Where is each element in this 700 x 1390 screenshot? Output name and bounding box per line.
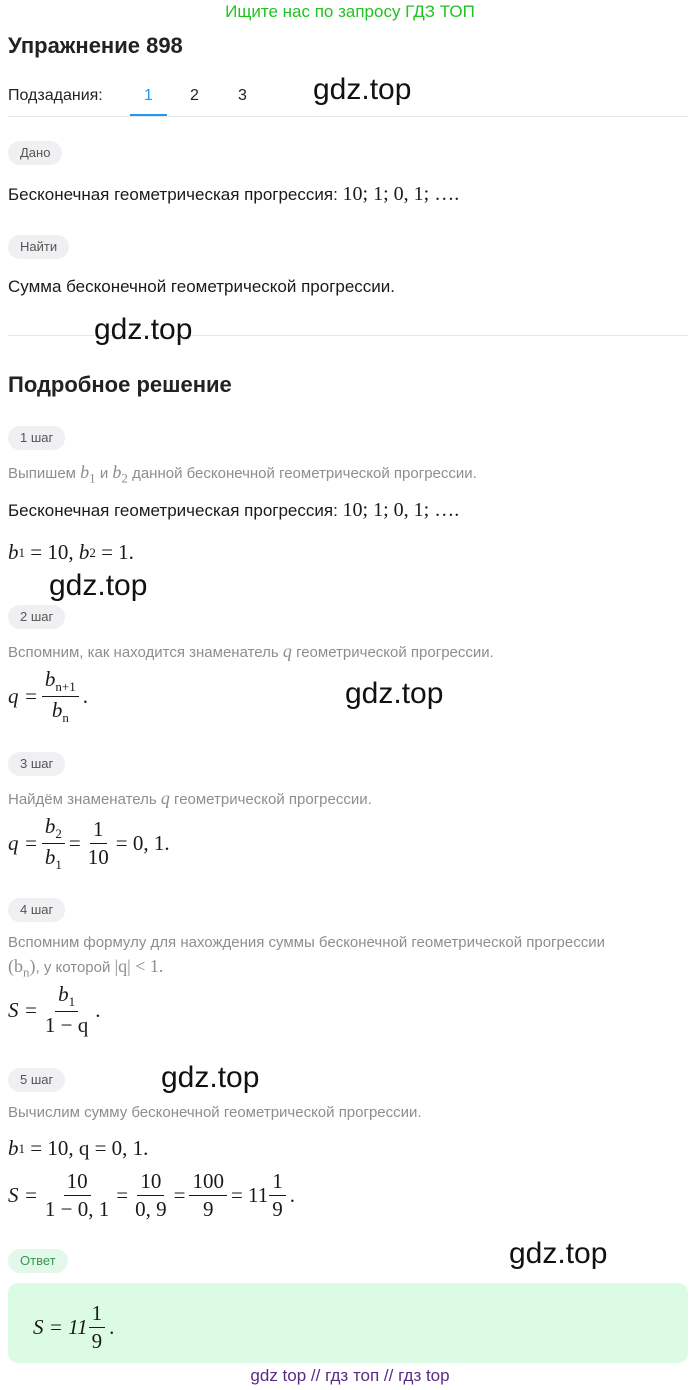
step-5-formula: S = $\frac{10}{1 - 0, 1}$ = $\frac{10}{0, 9}$ = $\frac{100}{9}$ = 11 $\frac{1}{9}$ . — [8, 1169, 296, 1222]
divider — [8, 116, 688, 117]
watermark: gdz.top — [313, 73, 412, 106]
subtask-tab-3[interactable]: 3 — [238, 87, 247, 104]
footer-links[interactable]: gdz top // гдз топ // гдз top — [250, 1366, 450, 1385]
find-text: Сумма бесконечной геометрической прогрессии. — [8, 277, 396, 296]
given-chip: Дано — [8, 141, 62, 165]
given-label: Бесконечная геометрическая прогрессия: — [8, 185, 338, 204]
step-4-formula: S = $\frac{b_1}{1 - q}$ . — [8, 982, 101, 1038]
step-4-note-line-1: Вспомним формулу для нахождения суммы бесконечной геометрической прогрессии — [8, 934, 605, 951]
solution-title: Подробное решение — [8, 372, 232, 397]
step-chip-3: 3 шаг — [8, 752, 65, 776]
step-4-note-line-2: $(b_n)$, у которой |q| < 1. — [8, 956, 164, 980]
find-chip: Найти — [8, 235, 69, 259]
step-3-formula: q = $\frac{b_2}{b_1}$ = $\frac{1}{10}$ = 0, 1. — [8, 814, 170, 873]
step-chip-1: 1 шаг — [8, 426, 65, 450]
step-chip-5: 5 шаг — [8, 1068, 65, 1092]
step-2-note: Вспомним, как находится знаменатель q геометрической прогрессии. — [8, 641, 494, 661]
search-banner: Ищите нас по запросу ГДЗ ТОП — [225, 2, 475, 21]
step-chip-2: 2 шаг — [8, 605, 65, 629]
answer-chip: Ответ — [8, 1249, 68, 1273]
answer-formula: S = 11 $\frac{1}{9}$ . — [33, 1301, 115, 1354]
given-sequence: 10; 1; 0, 1; …. — [342, 183, 460, 205]
step-chip-4: 4 шаг — [8, 898, 65, 922]
watermark: gdz.top — [94, 313, 193, 346]
step-5-note: Вычислим сумму бесконечной геометрической прогрессии. — [8, 1104, 422, 1121]
watermark: gdz.top — [509, 1237, 608, 1270]
watermark: gdz.top — [345, 677, 444, 710]
page-title: Упражнение 898 — [8, 33, 183, 58]
watermark: gdz.top — [161, 1061, 260, 1094]
subtasks-label: Подзадания: — [8, 87, 103, 104]
watermark: gdz.top — [49, 569, 148, 602]
subtask-tab-1[interactable]: 1 — [144, 87, 153, 104]
given-text — [8, 183, 459, 206]
step-1-formula: b 1 = 10, b 2 = 1. — [8, 540, 134, 564]
step-1-note: Выпишем $b_1$ и $b_2$ данной бесконечной геометрической прогрессии. — [8, 462, 477, 486]
step-5-given: b 1 = 10, q = 0, 1. — [8, 1136, 149, 1160]
step-3-note: Найдём знаменатель q геометрической прогрессии. — [8, 788, 372, 808]
step-1-text: Бесконечная геометрическая прогрессия: 10; 1; 0, 1; …. — [8, 499, 460, 521]
step-2-formula: q = $\frac{b_{n+1}}{b_n}$ . — [8, 667, 89, 726]
subtask-tab-2[interactable]: 2 — [190, 87, 199, 104]
